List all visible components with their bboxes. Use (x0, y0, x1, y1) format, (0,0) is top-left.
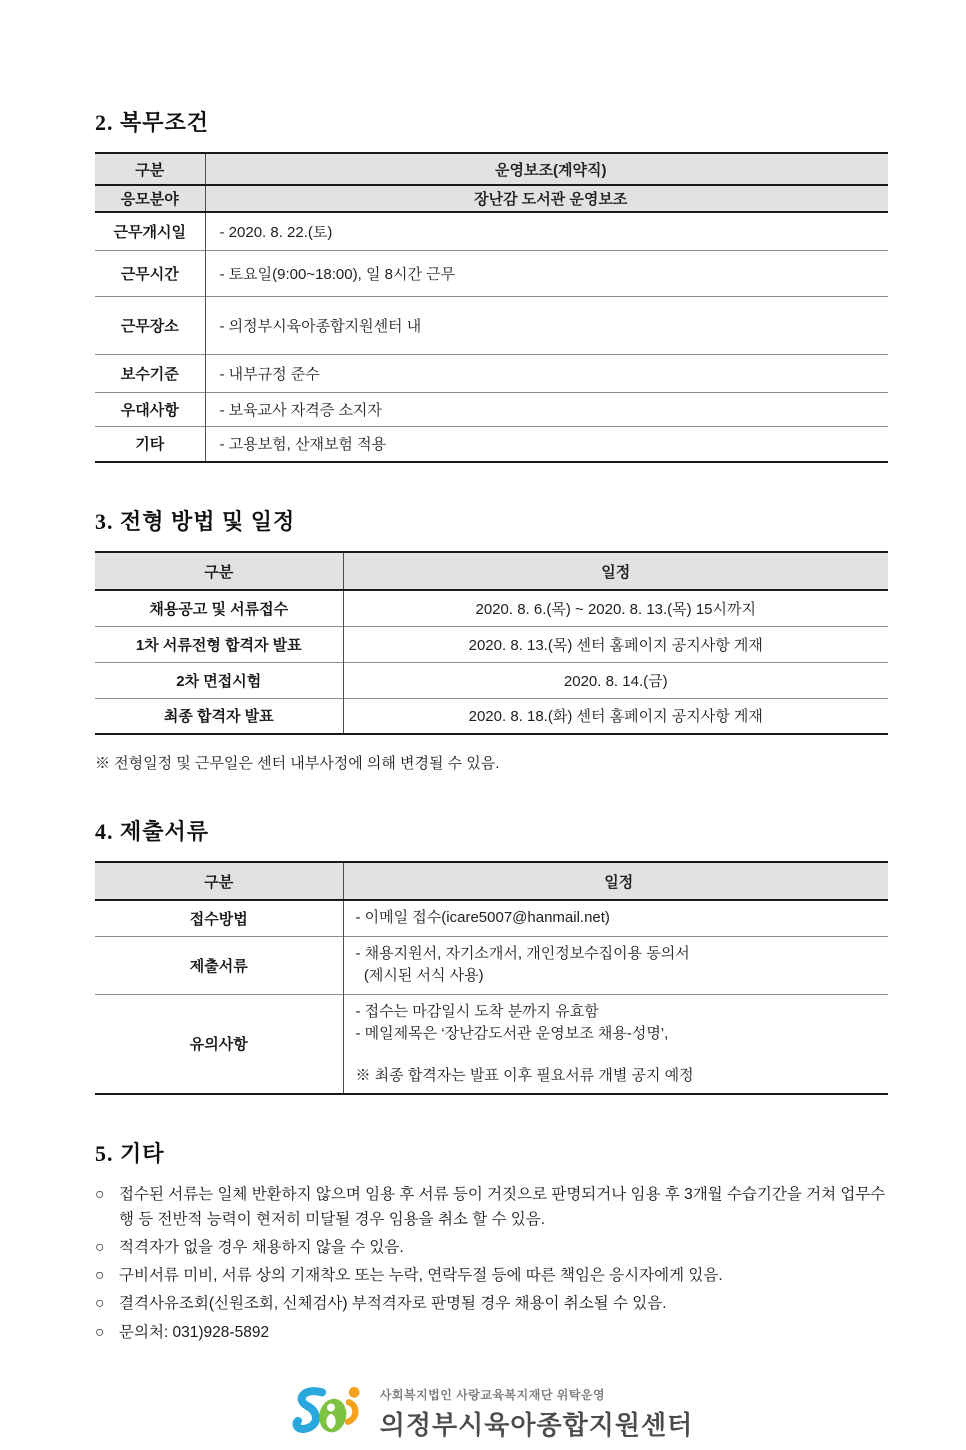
table-row (95, 426, 888, 462)
row-label: 근무장소 (95, 296, 205, 354)
row-label: 채용공고 및 서류접수 (95, 590, 343, 626)
logo-orange-curve (348, 1402, 355, 1422)
section-etc (95, 1137, 888, 1345)
section-title: 2. 복무조건 (95, 110, 210, 135)
value-line: - 메일제목은 ‘장난감도서관 운영보조 채용-성명’, (355, 1024, 669, 1042)
table-row (95, 994, 888, 1094)
footer-org-text (380, 1386, 693, 1442)
row-label: 근무시간 (95, 250, 205, 296)
column-header: 일정 (343, 862, 888, 900)
row-label: 1차 서류전형 합격자 발표 (95, 626, 343, 662)
section-selection-schedule (95, 505, 888, 773)
section-work-conditions (95, 106, 888, 463)
row-label: 접수방법 (95, 900, 343, 936)
table-row (95, 296, 888, 354)
schedule-note: ※ 전형일정 및 근무일은 센터 내부사정에 의해 변경될 수 있음. (95, 755, 500, 772)
list-item (95, 1182, 888, 1232)
table-header-row (95, 862, 888, 900)
list-item-text: 결격사유조회(신원조회, 신체검사) 부적격자로 판명될 경우 채용이 취소될 수 있음. (119, 1295, 667, 1313)
section-title: 5. 기타 (95, 1141, 165, 1166)
org-name: 의정부시육아종합지원센터 (379, 1410, 694, 1441)
row-value: 2020. 8. 6.(목) ~ 2020. 8. 13.(목) 15시까지 (475, 600, 756, 618)
org-subtitle: 사회복지법인 사랑교육복지재단 위탁운영 (379, 1388, 606, 1403)
row-value: 장난감 도서관 운영보조 (205, 185, 888, 212)
value-line: - 이메일 접수(icare5007@hanmail.net) (355, 909, 610, 927)
row-value: 운영보조(계약직) (205, 153, 888, 185)
section-title: 3. 전형 방법 및 일정 (95, 509, 296, 534)
table-row (95, 936, 888, 994)
logo-white-figure-head (327, 1403, 335, 1411)
value-line: ※ 최종 합격자는 발표 이후 필요서류 개별 공지 예정 (355, 1066, 694, 1084)
column-header: 구분 (95, 862, 343, 900)
row-label: 제출서류 (95, 936, 343, 994)
row-label: 기타 (95, 426, 205, 462)
list-item-text: 적격자가 없을 경우 채용하지 않을 수 있음. (119, 1239, 404, 1257)
table-row (95, 185, 888, 212)
row-value: 2020. 8. 18.(화) 센터 홈페이지 공지사항 게재 (343, 698, 888, 734)
value-line: - 접수는 마감일시 도착 분까지 유효함 (355, 1002, 599, 1020)
footer-logo-block (95, 1379, 888, 1450)
value-line: - 채용지원서, 자기소개서, 개인정보수집이용 동의서 (355, 945, 690, 962)
row-value (343, 994, 888, 1094)
row-value: 2020. 8. 14.(금) (343, 662, 888, 698)
table-row (95, 626, 888, 662)
list-item (95, 1263, 888, 1288)
row-label: 유의사항 (95, 994, 343, 1094)
documents-table (95, 861, 888, 1095)
row-label: 우대사항 (95, 392, 205, 426)
section-submission-documents (95, 815, 888, 1095)
table-row (95, 900, 888, 936)
row-label: 보수기준 (95, 354, 205, 392)
section-title: 4. 제출서류 (95, 819, 210, 844)
work-conditions-table (95, 152, 888, 463)
value-line (356, 1045, 883, 1065)
center-logo-icon (290, 1379, 372, 1450)
circle-bullet-icon: ○ (95, 1267, 105, 1285)
row-value: - 고용보험, 산재보험 적용 (205, 426, 888, 462)
list-item (95, 1291, 888, 1316)
table-row (95, 590, 888, 626)
row-label: 근무개시일 (95, 212, 205, 250)
row-value: - 2020. 8. 22.(토) (219, 223, 333, 241)
logo-orange-dot (349, 1387, 360, 1398)
row-value (343, 900, 888, 936)
schedule-table (95, 551, 888, 735)
logo-blue-s-shape (296, 1391, 322, 1429)
table-row (95, 698, 888, 734)
list-item (95, 1235, 888, 1260)
list-item-text: 문의처: 031)928-5892 (119, 1323, 270, 1341)
row-value (343, 936, 888, 994)
row-label: 최종 합격자 발표 (95, 698, 343, 734)
table-row (95, 354, 888, 392)
row-value: 2020. 8. 13.(목) 센터 홈페이지 공지사항 게재 (343, 626, 888, 662)
circle-bullet-icon: ○ (95, 1239, 105, 1257)
row-label: 2차 면접시험 (95, 662, 343, 698)
circle-bullet-icon: ○ (95, 1295, 105, 1313)
table-row (95, 250, 888, 296)
table-row (95, 212, 888, 250)
list-item-text: 구비서류 미비, 서류 상의 기재착오 또는 누락, 연락두절 등에 따른 책임은 응시자에게 있음. (119, 1267, 723, 1285)
row-value: - 의정부시육아종합지원센터 내 (205, 296, 888, 354)
list-item-text: 접수된 서류는 일체 반환하지 않으며 임용 후 서류 등이 거짓으로 판명되거나 임용 후 3개월 수습기간을 거쳐 업무수행 등 전반적 능력이 현저히 미달될 경우 임용을 취소 할 수 있음. (119, 1186, 886, 1229)
table-row (95, 392, 888, 426)
circle-bullet-icon: ○ (95, 1323, 105, 1341)
circle-bullet-icon: ○ (95, 1186, 105, 1203)
row-value: - 내부규정 준수 (205, 354, 888, 392)
table-row (95, 153, 888, 185)
row-label: 구분 (95, 153, 205, 185)
value-line: (제시된 서식 사용) (355, 967, 484, 984)
row-value: - 보육교사 자격증 소지자 (205, 392, 888, 426)
list-item (95, 1320, 888, 1345)
table-header-row (95, 552, 888, 590)
column-header: 일정 (343, 552, 888, 590)
etc-list (95, 1182, 888, 1345)
row-value: - 토요일(9:00~18:00), 일 8시간 근무 (205, 250, 888, 296)
row-label: 응모분야 (95, 185, 205, 212)
table-row (95, 662, 888, 698)
column-header: 구분 (95, 552, 343, 590)
